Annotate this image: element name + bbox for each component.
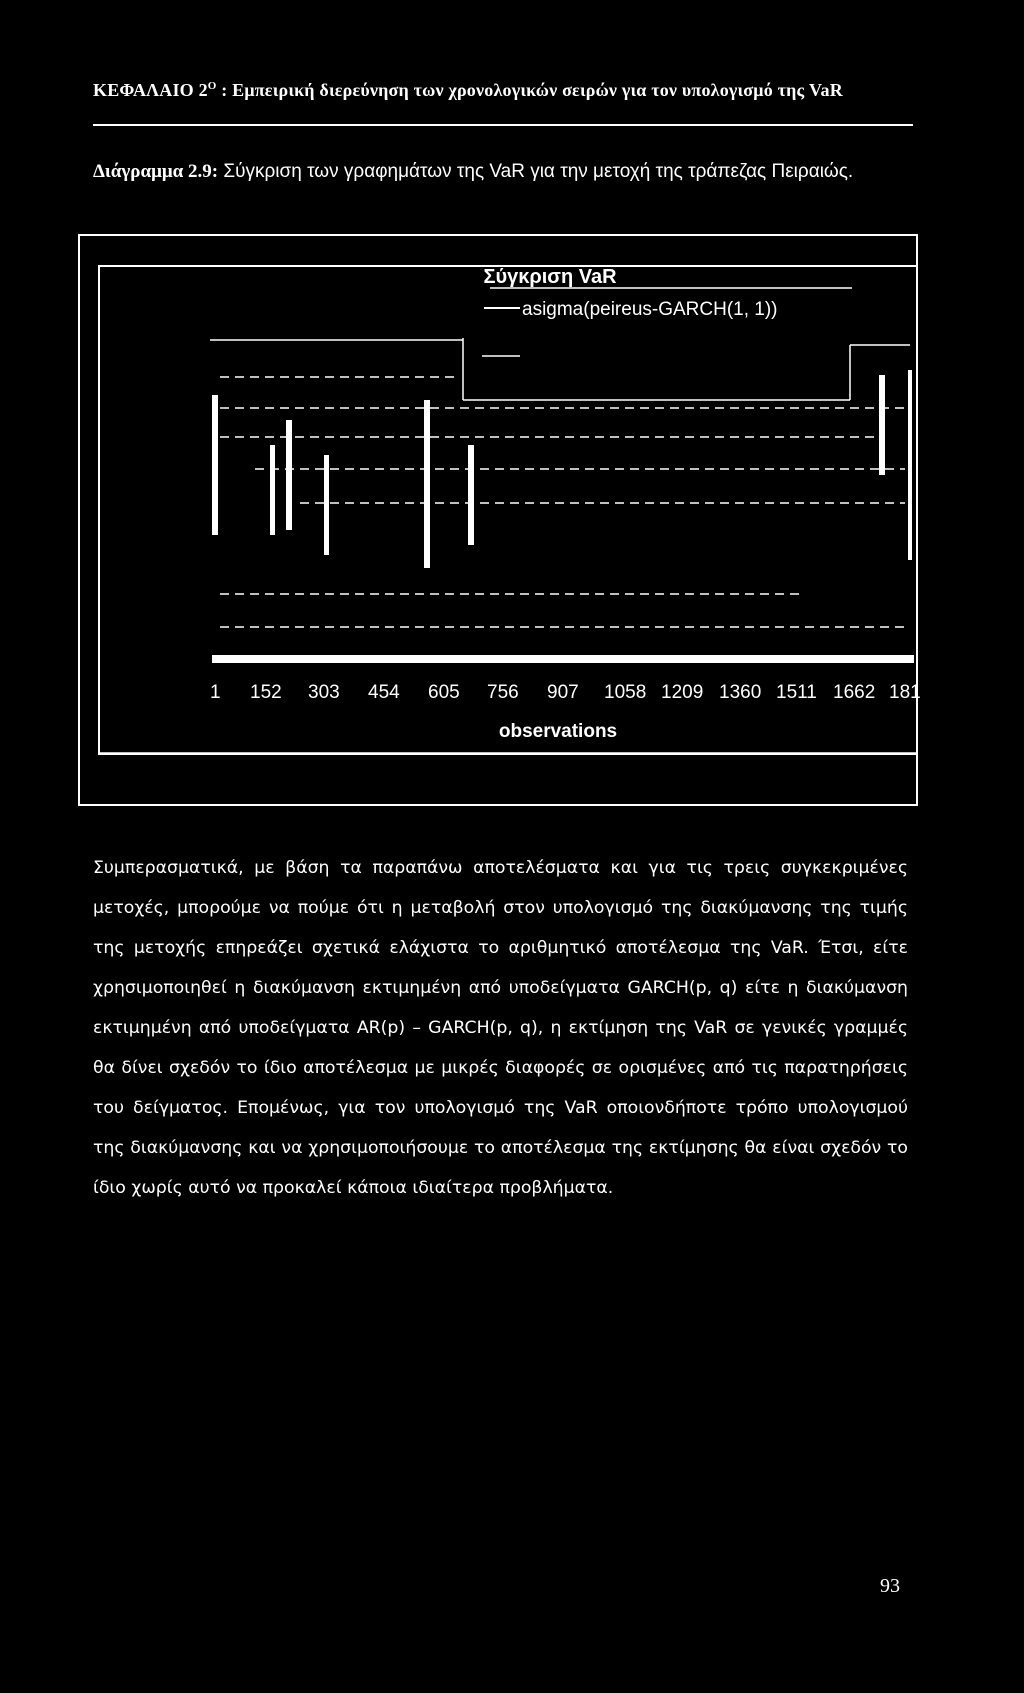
- series-spike: [908, 370, 912, 560]
- x-tick-label: 756: [487, 682, 519, 703]
- x-tick-label: 1: [210, 682, 221, 703]
- series-spike: [879, 375, 885, 475]
- x-tick-label: 1360: [719, 682, 762, 703]
- chapter-header-superscript: Ο: [207, 80, 217, 92]
- page-number: 93: [880, 1575, 900, 1597]
- x-tick-label: 1209: [661, 682, 704, 703]
- series-spike: [212, 395, 218, 535]
- chapter-header-text: : Εμπειρική διερεύνηση των χρονολογικών σειρών για τον υπολογισμό της VaR: [216, 80, 843, 100]
- series-spike: [286, 420, 292, 530]
- series-spike: [324, 455, 329, 555]
- x-tick-label: 605: [428, 682, 460, 703]
- legend-entry: asigma(peireus-GARCH(1, 1)): [522, 299, 778, 320]
- figure-caption-text: Σύγκριση των γραφημάτων της VaR για την μετοχή της τράπεζας Πειραιώς.: [218, 161, 854, 182]
- gridlines: [220, 377, 905, 627]
- chart-title: Σύγκριση VaR: [483, 266, 617, 288]
- x-tick-label: 1662: [833, 682, 876, 703]
- x-tick-label: 1058: [604, 682, 647, 703]
- x-tick-label: 1511: [776, 682, 817, 703]
- x-axis-ticks: [210, 682, 921, 703]
- chapter-header-prefix: ΚΕΦΑΛΑΙΟ 2: [93, 80, 208, 100]
- body-paragraph: Συμπερασματικά, με βάση τα παραπάνω αποτελέσματα και για τις τρεις συγκεκριμένες μετοχές, μπορούμε να πούμε ότι η μεταβολή στον υπολογισμό της διακύμανσης της τιμής της μετοχής επηρεάζει σχετικά ελάχιστα το αριθμητικό αποτέλεσμα της VaR. Έτσι, είτε χρησιμοποιηθεί η διακύμανση εκτιμημένη από υποδείγματα GARCH(p, q) είτε η διακύμανση εκτιμημένη από υποδείγματα AR(p) – GARCH(p, q), η εκτίμηση της VaR σε γενικές γραμμές θα δίνει σχεδόν το ίδιο αποτέλεσμα με μικρές διαφορές σε ορισμένες από τις παρατηρήσεις του δείγματος. Επομένως, για τον υπολογισμό της VaR οποιονδήποτε τρόπο υπολογισμού της διακύμανσης και να χρησιμοποιήσουμε το αποτέλεσμα της εκτίμησης θα είναι σχεδόν το ίδιο χωρίς αυτό να προκαλεί κάποια ιδιαίτερα προβλήματα.: [93, 858, 908, 1198]
- x-tick-label: 454: [368, 682, 400, 703]
- series-spike: [468, 445, 474, 545]
- x-tick-label: 152: [250, 682, 282, 703]
- x-axis-line: [212, 655, 914, 663]
- x-tick-label: 303: [308, 682, 340, 703]
- series-spike: [270, 445, 275, 535]
- x-tick-label: 907: [547, 682, 579, 703]
- x-tick-label: 181: [889, 682, 921, 703]
- series-spike: [424, 400, 430, 568]
- x-axis-label: observations: [498, 721, 618, 742]
- figure-caption-label: Διάγραμμα 2.9:: [93, 161, 219, 182]
